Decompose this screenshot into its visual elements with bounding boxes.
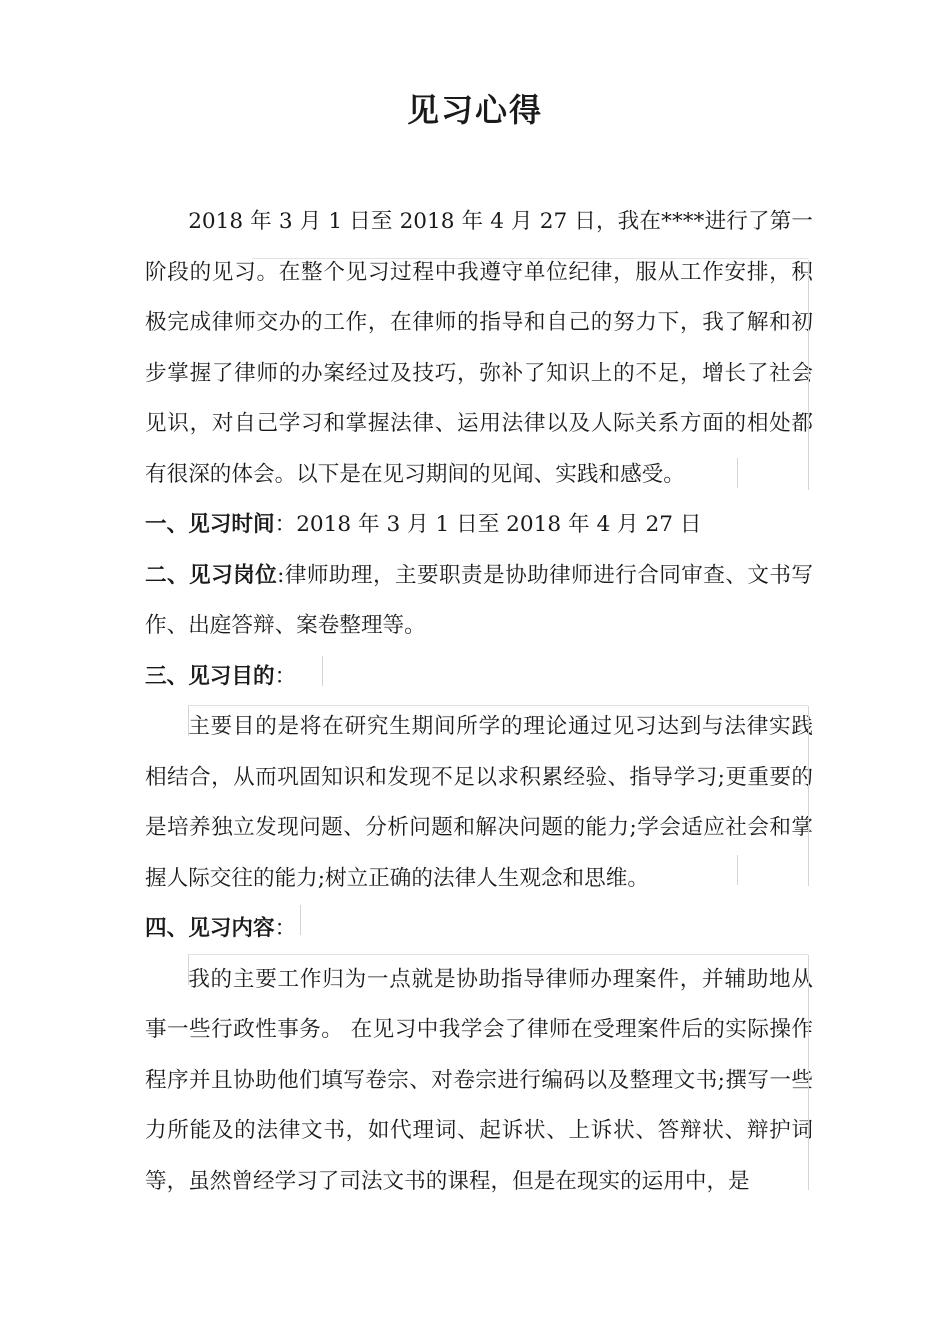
section-separator: ： [274, 916, 297, 941]
purpose-paragraph: 主要目的是将在研究生期间所学的理论通过见习达到与法律实践相结合，从而巩固知识和发现不足以求积累经验、指导学习;更重要的是培养独立发现问题、分析问题和解决问题的能力;学会适应社会和掌握人际交往的能力;树立正确的法律人生观念和思维。 [145, 714, 813, 891]
section-heading: 一、见习时间 [145, 512, 275, 537]
document-body [145, 197, 813, 1207]
section-text: 律师助理，主要职责是协助律师进行合同审查、文书写作、出庭答辩、案卷整理等。 [145, 562, 813, 638]
text-boundary-mark [808, 260, 809, 490]
text-boundary-mark [322, 656, 323, 686]
section-separator: ： [274, 663, 297, 689]
text-boundary-mark [737, 458, 738, 488]
text-boundary-mark [300, 905, 301, 935]
section-text: 2018 年 3 月 1 日至 2018 年 4 月 27 日 [296, 512, 702, 537]
section-heading: 四、见习内容 [145, 916, 275, 941]
text-boundary-mark [737, 855, 738, 885]
section-separator: ： [274, 512, 297, 537]
intro-paragraph: 2018 年 3 月 1 日至 2018 年 4 月 27 日，我在****进行了第一阶段的见习。在整个见习过程中我遵守单位纪律，服从工作安排，积极完成律师交办的工作，在律师的指导和自己的努力下，我了解和初步掌握了律师的办案经过及技巧，弥补了知识上的不足，增长了社会见识，对自己学习和掌握法律、运用法律以及人际关系方面的相处都有很深的体会。以下是在见习期间的见闻、实践和感受。 [145, 209, 813, 487]
text-boundary-mark [252, 258, 808, 259]
section-content [145, 904, 813, 955]
document-title: 见习心得 [406, 91, 543, 129]
text-boundary-mark [808, 955, 809, 1190]
text-boundary-mark [188, 705, 808, 706]
text-boundary-mark [188, 706, 189, 736]
content-paragraph: 我的主要工作归为一点就是协助指导律师办理案件，并辅助地从事一些行政性事务。 在见习中我学会了律师在受理案件后的实际操作程序并且协助他们填写卷宗、对卷宗进行编码以及整理文书;撰写一些力所能及的法律文书，如代理词、起诉状、上诉状、答辩状、辩护词等，虽然曾经学习了司法文书的课程，但是在现实的运用中，是 [145, 966, 813, 1194]
text-boundary-mark [188, 955, 189, 985]
section-heading: 三、见习目的 [145, 663, 275, 689]
section-time [145, 500, 813, 551]
section-position [145, 551, 813, 652]
text-boundary-mark [808, 706, 809, 886]
section-purpose [145, 652, 813, 703]
section-heading: 二、见习岗位 [145, 562, 278, 588]
text-boundary-mark [188, 954, 808, 955]
section-separator: : [277, 562, 285, 588]
